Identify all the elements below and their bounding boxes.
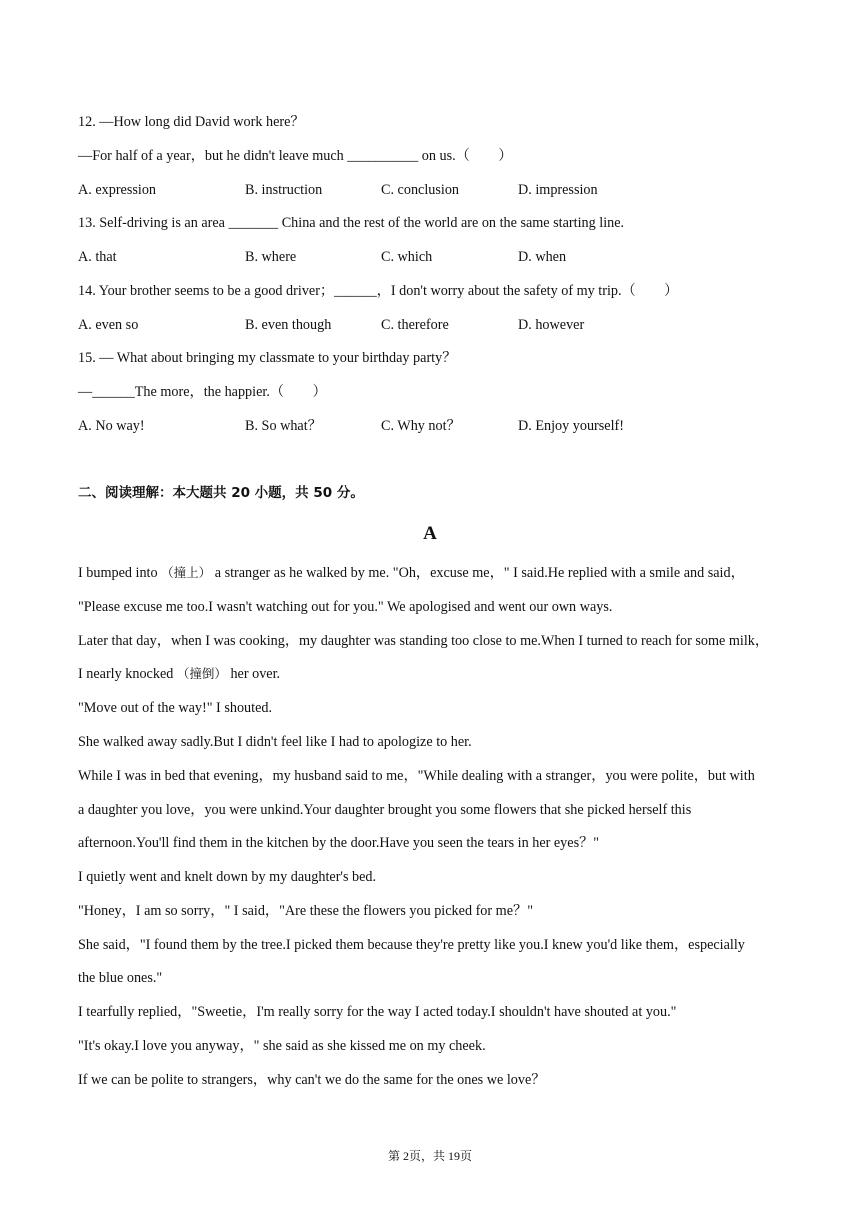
option-c: C. Why not？: [381, 418, 461, 434]
option-c: C. therefore: [381, 317, 449, 333]
page-number-footer: 第 2页，共 19页: [387, 1149, 472, 1163]
option-d: D. however: [518, 317, 585, 333]
option-b: B. instruction: [245, 182, 323, 198]
question-13-stem: 13. Self-driving is an area _______ China and the rest of the world are on the same starting line.: [78, 215, 625, 231]
question-12-options: [78, 180, 778, 200]
gloss: （撞倒）: [176, 666, 227, 681]
passage-line: If we can be polite to strangers，why can't we do the same for the ones we love？: [78, 1072, 546, 1088]
passage-line: "Move out of the way!" I shouted.: [78, 700, 273, 716]
passage-line: I quietly went and knelt down by my daughter's bed.: [78, 869, 377, 885]
passage-line: She walked away sadly.But I didn't feel like I had to apologize to her.: [78, 734, 472, 750]
option-a: A. that: [78, 249, 117, 265]
passage-line: She said，"I found them by the tree.I picked them because they're pretty like you.I knew you'd like them，especially: [78, 937, 745, 953]
question-15-stem-line2: —______The more，the happier.（ ）: [78, 384, 327, 400]
passage-line: "Honey，I am so sorry，" I said，"Are these the flowers you picked for me？": [78, 903, 533, 919]
option-b: B. even though: [245, 317, 332, 333]
option-b: B. where: [245, 249, 297, 265]
gloss: （撞上）: [161, 565, 212, 580]
question-12-stem-line2: —For half of a year，but he didn't leave much __________ on us.（ ）: [78, 148, 513, 164]
passage-line: [78, 664, 790, 684]
section-heading: 二、阅读理解：本大题共 20 小题，共 50 分。: [78, 485, 364, 501]
passage-text: I bumped into: [78, 565, 162, 581]
option-a: A. No way!: [78, 418, 145, 434]
option-c: C. which: [381, 249, 433, 265]
option-d: D. when: [518, 249, 567, 265]
option-b: B. So what？: [245, 418, 322, 434]
passage-line: a daughter you love，you were unkind.Your daughter brought you some flowers that she picked herself this: [78, 802, 692, 818]
option-a: A. expression: [78, 182, 157, 198]
passage-line: I tearfully replied，"Sweetie，I'm really sorry for the way I acted today.I shouldn't have shouted at you.": [78, 1004, 677, 1020]
passage-line: afternoon.You'll find them in the kitchen by the door.Have you seen the tears in her eyes？": [78, 835, 600, 851]
question-12-stem: 12. —How long did David work here？: [78, 114, 305, 130]
option-d: D. Enjoy yourself!: [518, 418, 624, 434]
passage-title: A: [423, 523, 437, 544]
question-15-options: [78, 416, 778, 436]
passage-line: [78, 563, 790, 583]
question-15-stem: 15. — What about bringing my classmate to your birthday party？: [78, 350, 457, 366]
question-14-stem: 14. Your brother seems to be a good driver；______，I don't worry about the safety of my trip.（ ）: [78, 283, 679, 299]
question-13-options: [78, 247, 778, 267]
option-c: C. conclusion: [381, 182, 460, 198]
question-14-options: [78, 315, 778, 335]
passage-text: I nearly knocked: [78, 666, 177, 682]
option-a: A. even so: [78, 317, 139, 333]
passage-line: "It's okay.I love you anyway，" she said as she kissed me on my cheek.: [78, 1038, 486, 1054]
passage-line: Later that day，when I was cooking，my daughter was standing too close to me.When I turned to reach for some milk，: [78, 633, 770, 649]
passage-text: a stranger as he walked by me. "Oh，excuse me，" I said.He replied with a smile and said，: [211, 565, 745, 581]
passage-line: While I was in bed that evening，my husband said to me，"While dealing with a stranger，you were polite，but with: [78, 768, 755, 784]
passage-line: "Please excuse me too.I wasn't watching out for you." We apologised and went our own ways.: [78, 599, 613, 615]
passage-line: the blue ones.": [78, 970, 163, 986]
passage-text: her over.: [226, 666, 281, 682]
option-d: D. impression: [518, 182, 598, 198]
